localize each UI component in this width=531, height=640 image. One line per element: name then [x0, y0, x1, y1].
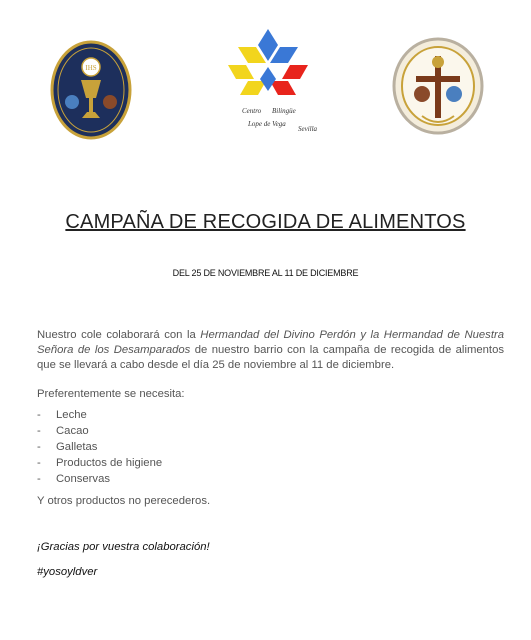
other-products-text: Y otros productos no perecederos. — [37, 495, 211, 507]
intro-text-italic: Hermandad del Divino Perdón y la Hermandad de Nuestra Señora de los Desamparados — [37, 329, 505, 356]
svg-text:IHS: IHS — [85, 64, 97, 72]
list-item: - Galletas — [37, 439, 162, 455]
intro-text-1: Nuestro cole colaborará con la — [37, 329, 201, 341]
hashtag-text: #yosoyldver — [37, 566, 98, 578]
list-item: - Leche — [37, 407, 162, 423]
needed-items-list — [37, 407, 162, 487]
logo-tiny-text: Sevilla — [298, 125, 318, 133]
logo-line1: Centro — [242, 107, 262, 115]
logo-line2: Lope de Vega — [248, 120, 286, 128]
logo-line1b: Bilingüe — [272, 107, 296, 115]
hermandad-right-logo — [392, 36, 484, 136]
preferably-label: Preferentemente se necesita: — [37, 388, 185, 400]
page-title: CAMPAÑA DE RECOGIDA DE ALIMENTOS — [65, 211, 466, 233]
list-item: - Conservas — [37, 471, 162, 487]
list-item: - Productos de higiene — [37, 455, 162, 471]
hermandad-left-logo — [50, 40, 132, 140]
date-range-subtitle: DEL 25 DE NOVIEMBRE AL 11 DE DICIEMBRE — [172, 268, 359, 278]
centro-bilingue-logo — [224, 27, 318, 137]
intro-paragraph — [37, 328, 504, 373]
list-item: - Cacao — [37, 423, 162, 439]
thanks-text: ¡Gracias por vuestra colaboración! — [37, 541, 210, 553]
intro-text-2: de nuestro barrio con la campaña de recogida de alimentos que se llevará a cabo desde el día 25 de noviembre al 11 de diciembre. — [37, 344, 504, 371]
